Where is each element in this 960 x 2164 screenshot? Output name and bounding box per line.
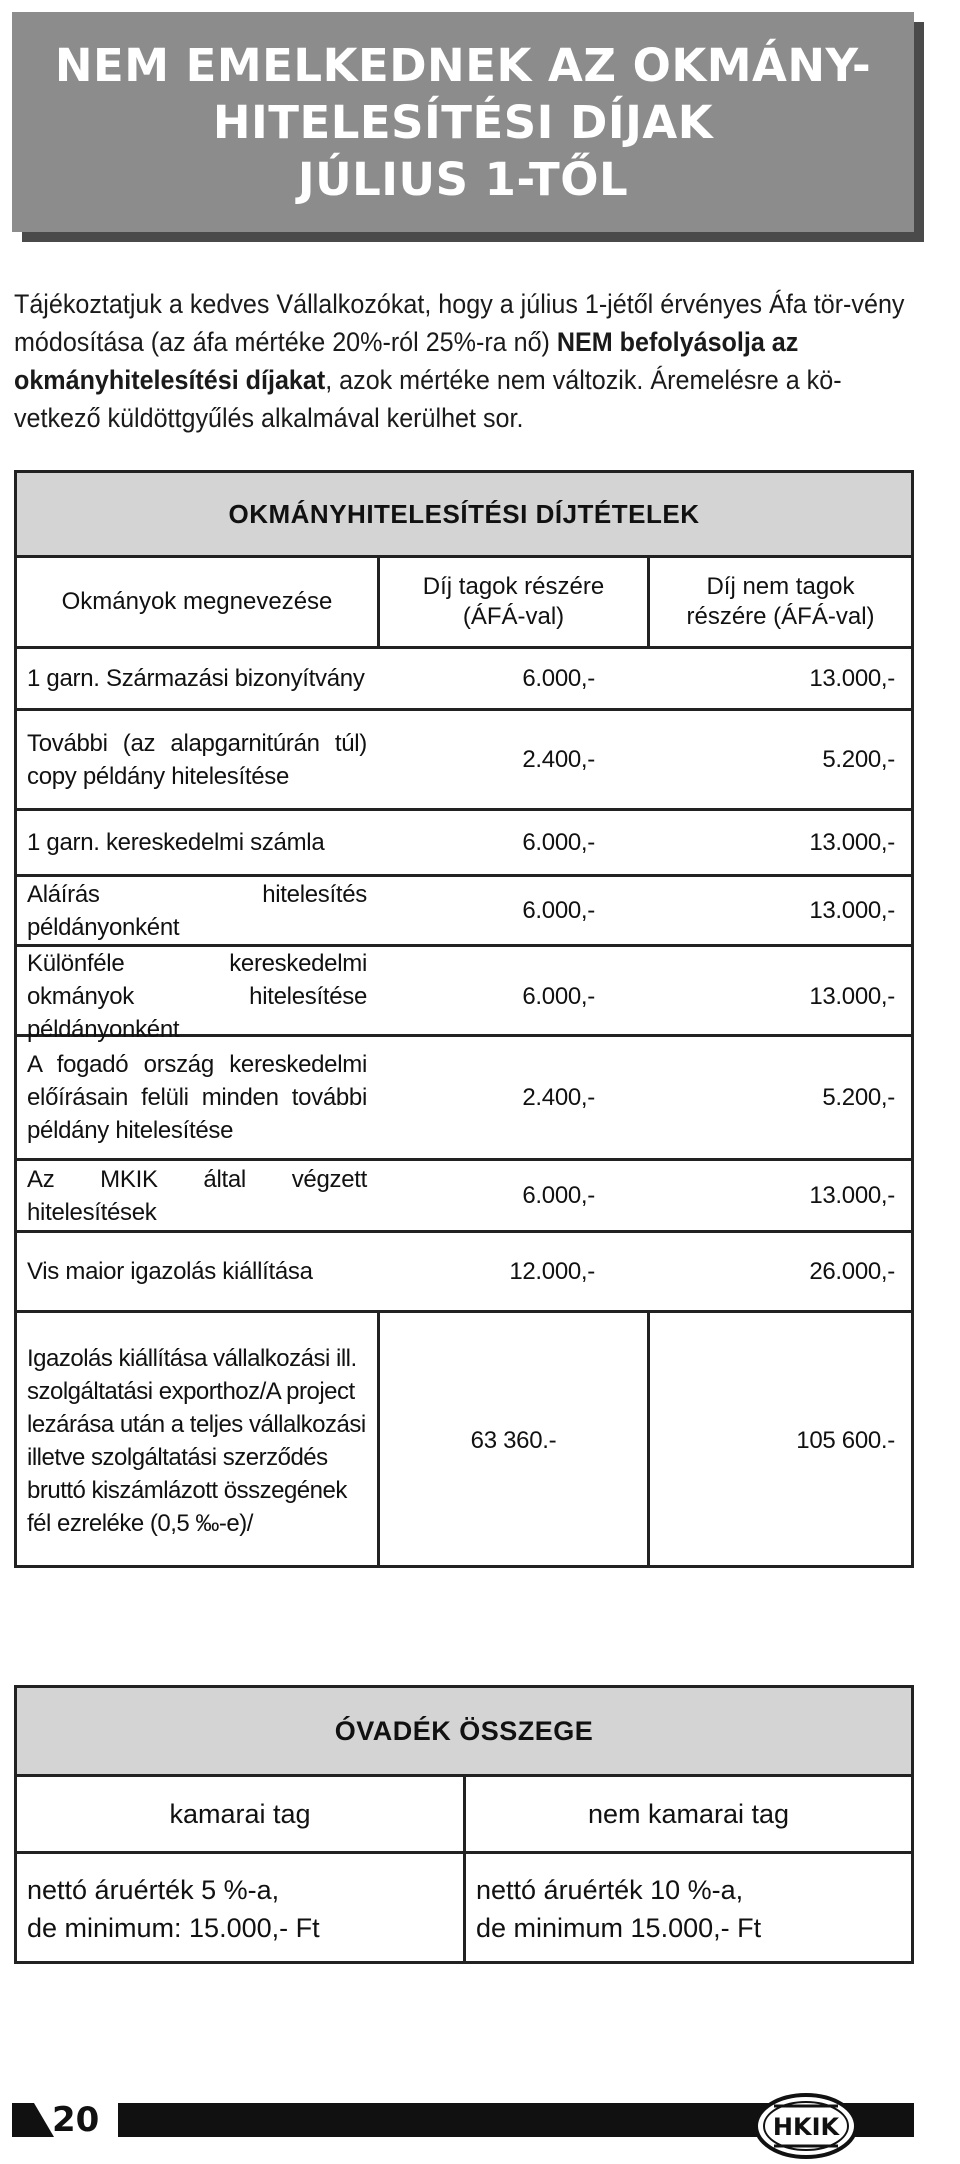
header-document-name: Okmányok megnevezése [61, 588, 333, 615]
logo-text: HKIK [772, 2113, 840, 2141]
row-name: 1 garn. Származási bizonyítvány [27, 665, 365, 692]
row-nonmember-fee: 13.000,- [809, 665, 895, 692]
row-name: A fogadó ország kereskedelmi előírásain felüli minden további példány hitelesítése [27, 1051, 367, 1144]
row-member-fee: 6.000,- [522, 897, 595, 924]
row-name: Az MKIK által végzett hitelesítések [27, 1165, 367, 1226]
deposit-table-grid [17, 1777, 911, 1964]
table-row [17, 1313, 911, 1568]
header-nonmember-fee: Díj nem tagok részére (ÁFÁ-val) [647, 558, 911, 646]
table-row [17, 711, 911, 811]
table-row [17, 877, 911, 947]
row-name: Igazolás kiállítása vállalkozási ill. szolgáltatási exporthoz/A project lezárása után a teljes vállalkozási illetve szolgáltatási szerződés bruttó kiszámlázott összegének fél ezreléke (0,5 ‰-e)/ [27, 1344, 366, 1537]
row-nonmember-fee: 105 600.- [647, 1313, 911, 1568]
page-title [55, 37, 871, 208]
fee-table [14, 470, 914, 1568]
row-nonmember-fee: 13.000,- [809, 897, 895, 924]
row-nonmember-fee: 13.000,- [809, 829, 895, 856]
page-number: 20 [52, 2100, 100, 2140]
fee-table-header [17, 558, 911, 649]
table-row [17, 1161, 911, 1233]
header-member-fee: Díj tagok részére (ÁFÁ-val) [377, 558, 647, 646]
title-banner [12, 12, 914, 232]
deposit-nonmember-cell [463, 1854, 911, 1964]
table-row [17, 947, 911, 1043]
row-member-fee: 6.000,- [522, 1182, 595, 1209]
intro-text-2: , azok mértéke nem változik. Áremelésre a kö-vetkező küldöttgyűlés alkalmával kerülhet sor. [14, 365, 842, 433]
title-line-3: JÚLIUS 1-TŐL [297, 152, 629, 206]
row-member-fee: 12.000,- [509, 1258, 595, 1285]
deposit-member-line-2: de minimum: 15.000,- Ft [27, 1913, 320, 1943]
row-nonmember-fee: 13.000,- [809, 983, 895, 1010]
fee-table-body [17, 649, 911, 1568]
footer-bar-left [12, 2103, 34, 2137]
row-nonmember-fee: 5.200,- [822, 1084, 895, 1111]
table-row [17, 1037, 911, 1161]
row-member-fee: 6.000,- [522, 665, 595, 692]
intro-text-1: Tájékoztatjuk a kedves Vállalkozókat, hogy a július 1-jétől érvényes Áfa tör-vény módosítása (az áfa mértéke 20%-ról 25%-ra nő) [14, 289, 905, 357]
intro-bold-text: NEM befolyásolja az okmányhitelesítési díjakat [14, 327, 799, 395]
row-name: 1 garn. kereskedelmi számla [27, 829, 325, 856]
deposit-table [14, 1685, 914, 1964]
title-line-2: HITELESÍTÉSI DÍJAK [212, 95, 714, 149]
row-member-fee: 2.400,- [522, 746, 595, 773]
row-name: Aláírás hitelesítés példányonként [27, 880, 367, 941]
row-member-fee: 63 360.- [377, 1313, 647, 1568]
row-member-fee: 6.000,- [522, 829, 595, 856]
deposit-header-member: kamarai tag [17, 1777, 463, 1854]
row-nonmember-fee: 13.000,- [809, 1182, 895, 1209]
deposit-header-nonmember: nem kamarai tag [463, 1777, 911, 1854]
row-name: További (az alapgarnitúrán túl) copy példány hitelesítése [27, 729, 367, 790]
row-name: Vis maior igazolás kiállítása [27, 1258, 313, 1285]
deposit-member-cell [17, 1854, 463, 1964]
row-nonmember-fee: 5.200,- [822, 746, 895, 773]
title-line-1: NEM EMELKEDNEK AZ OKMÁNY- [54, 38, 872, 92]
fee-table-title: OKMÁNYHITELESÍTÉSI DÍJTÉTELEK [17, 473, 911, 558]
table-row [17, 1233, 911, 1313]
table-row [17, 649, 911, 711]
table-row [17, 811, 911, 877]
row-member-fee: 2.400,- [522, 1084, 595, 1111]
row-nonmember-fee: 26.000,- [809, 1258, 895, 1285]
deposit-table-title: ÓVADÉK ÖSSZEGE [17, 1688, 911, 1777]
row-member-fee: 6.000,- [522, 983, 595, 1010]
hkik-logo [752, 2092, 860, 2160]
hkik-logo-icon [752, 2092, 860, 2160]
deposit-nonmember-line-2: de minimum 15.000,- Ft [476, 1913, 762, 1943]
deposit-member-line-1: nettó áruérték 5 %-a, [27, 1875, 280, 1905]
intro-paragraph [14, 285, 914, 437]
row-name: Különféle kereskedelmi okmányok hitelesítése példányonként [27, 950, 367, 1043]
deposit-nonmember-line-1: nettó áruérték 10 %-a, [476, 1875, 744, 1905]
